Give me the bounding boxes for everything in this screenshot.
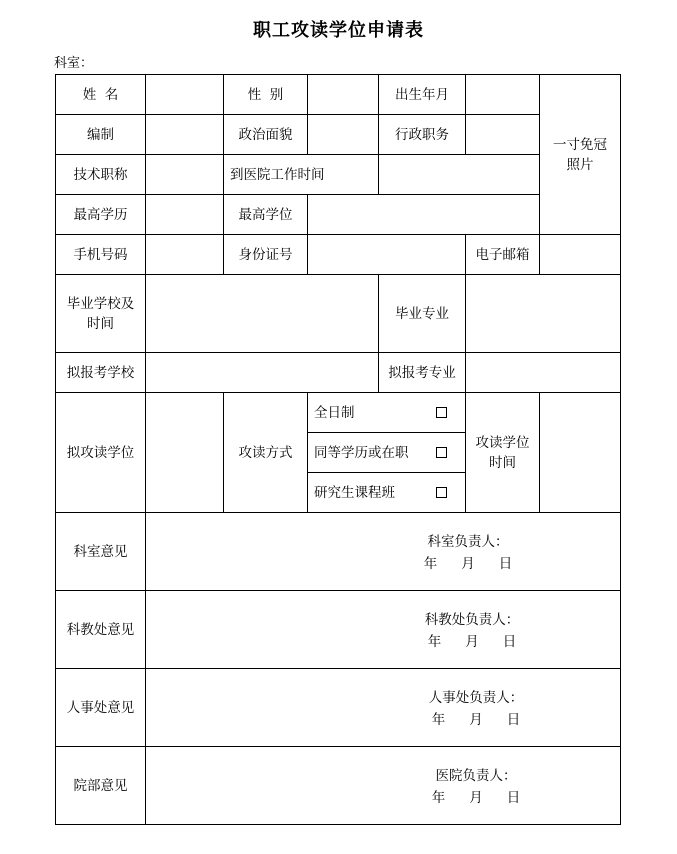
department-label: 科室： bbox=[54, 56, 94, 71]
school-label: 毕业学校及时间 bbox=[56, 275, 146, 353]
staffing-field[interactable] bbox=[146, 115, 224, 155]
sign-date: 年 月 日 bbox=[431, 712, 521, 728]
application-form bbox=[55, 74, 621, 825]
photo-label: 一寸免冠照片 bbox=[553, 136, 607, 173]
sign-date: 年 月 日 bbox=[427, 634, 517, 650]
phone-field[interactable] bbox=[146, 235, 224, 275]
hire-time-label: 到医院工作时间 bbox=[224, 155, 379, 195]
study-mode-options bbox=[308, 393, 466, 513]
mode-option-label: 同等学历或在职 bbox=[314, 444, 409, 461]
opinion-label-hr: 人事处意见 bbox=[56, 669, 146, 747]
target-school-label: 拟报考学校 bbox=[56, 353, 146, 393]
major-label: 毕业专业 bbox=[379, 275, 466, 353]
opinion-label-research: 科教处意见 bbox=[56, 591, 146, 669]
mode-option-label: 研究生课程班 bbox=[314, 484, 395, 501]
target-school-field[interactable] bbox=[146, 353, 379, 393]
id-label: 身份证号 bbox=[224, 235, 308, 275]
phone-label: 手机号码 bbox=[56, 235, 146, 275]
hire-time-field[interactable] bbox=[379, 155, 540, 195]
sign-date: 年 月 日 bbox=[423, 556, 513, 572]
study-time-field[interactable] bbox=[540, 393, 621, 513]
school-field[interactable] bbox=[146, 275, 379, 353]
name-label: 姓 名 bbox=[56, 75, 146, 115]
political-label: 政治面貌 bbox=[224, 115, 308, 155]
checkbox-icon[interactable] bbox=[436, 487, 447, 498]
birth-label: 出生年月 bbox=[379, 75, 466, 115]
id-field[interactable] bbox=[308, 235, 466, 275]
political-field[interactable] bbox=[308, 115, 379, 155]
sign-date: 年 月 日 bbox=[431, 790, 521, 806]
signer-label: 人事处负责人： bbox=[428, 690, 524, 706]
opinion-label-hospital: 院部意见 bbox=[56, 747, 146, 825]
mode-option-equivalent[interactable] bbox=[308, 433, 465, 473]
tech-title-label: 技术职称 bbox=[56, 155, 146, 195]
signer-label: 科室负责人： bbox=[427, 534, 509, 550]
mode-option-label: 全日制 bbox=[314, 404, 355, 421]
mode-option-course[interactable] bbox=[308, 473, 465, 512]
target-major-label: 拟报考专业 bbox=[379, 353, 466, 393]
target-major-field[interactable] bbox=[466, 353, 621, 393]
study-mode-label: 攻读方式 bbox=[224, 393, 308, 513]
signer-label: 医院负责人： bbox=[435, 768, 517, 784]
opinion-field-hr[interactable] bbox=[146, 669, 621, 747]
degree-label: 最高学位 bbox=[224, 195, 308, 235]
photo-box[interactable] bbox=[540, 75, 621, 235]
opinion-field-dept[interactable] bbox=[146, 513, 621, 591]
target-degree-field[interactable] bbox=[146, 393, 224, 513]
email-field[interactable] bbox=[540, 235, 621, 275]
gender-label: 性 别 bbox=[224, 75, 308, 115]
checkbox-icon[interactable] bbox=[436, 407, 447, 418]
staffing-label: 编制 bbox=[56, 115, 146, 155]
mode-option-fulltime[interactable] bbox=[308, 393, 465, 433]
admin-post-field[interactable] bbox=[466, 115, 540, 155]
admin-post-label: 行政职务 bbox=[379, 115, 466, 155]
gender-field[interactable] bbox=[308, 75, 379, 115]
study-time-label: 攻读学位时间 bbox=[466, 393, 540, 513]
opinion-label-dept: 科室意见 bbox=[56, 513, 146, 591]
checkbox-icon[interactable] bbox=[436, 447, 447, 458]
target-degree-label: 拟攻读学位 bbox=[56, 393, 146, 513]
birth-field[interactable] bbox=[466, 75, 540, 115]
edu-label: 最高学历 bbox=[56, 195, 146, 235]
degree-field[interactable] bbox=[308, 195, 540, 235]
opinion-field-research[interactable] bbox=[146, 591, 621, 669]
major-field[interactable] bbox=[466, 275, 621, 353]
page-title: 职工攻读学位申请表 bbox=[253, 20, 424, 41]
email-label: 电子邮箱 bbox=[466, 235, 540, 275]
signer-label: 科教处负责人： bbox=[424, 612, 520, 628]
edu-field[interactable] bbox=[146, 195, 224, 235]
opinion-field-hospital[interactable] bbox=[146, 747, 621, 825]
tech-title-field[interactable] bbox=[146, 155, 224, 195]
name-field[interactable] bbox=[146, 75, 224, 115]
